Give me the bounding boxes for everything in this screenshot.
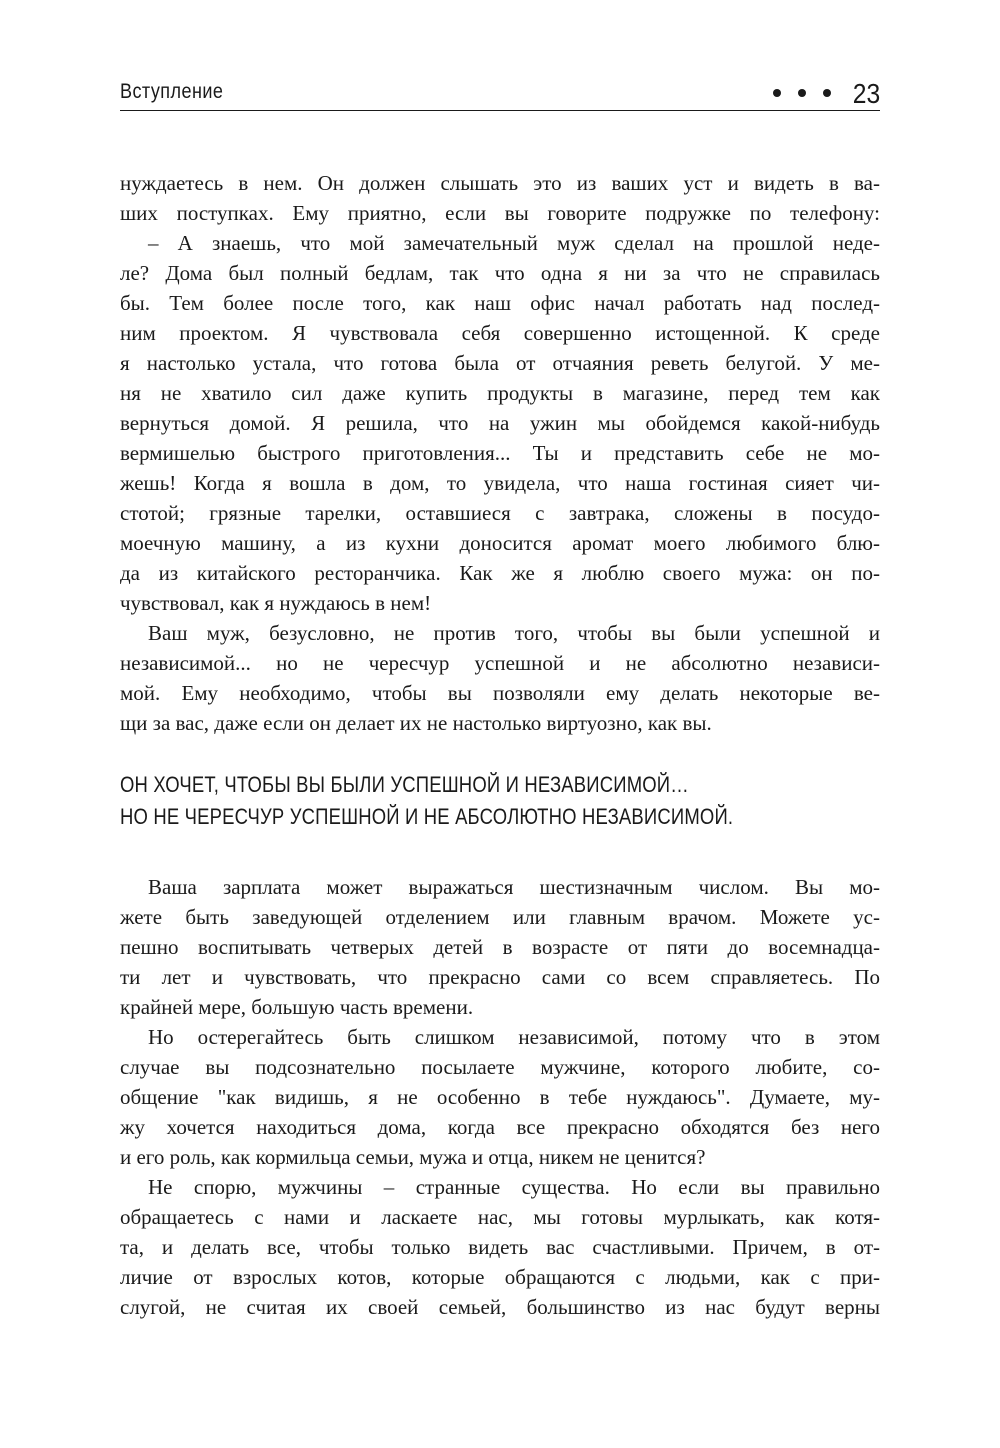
subheading-line: НО НЕ ЧЕРЕСЧУР УСПЕШНОЙ И НЕ АБСОЛЮТНО НЕЗАВИСИМОЙ. [120,804,734,829]
body-line: та, и делать все, чтобы только видеть вас счастливыми. Причем, в от- [120,1235,880,1259]
body-line: слугой, не считая их своей семьей, большинство из нас будут верны [120,1295,880,1319]
body-line: случае вы подсознательно посылаете мужчине, которого любите, со- [120,1055,880,1079]
body-line: жете быть заведующей отделением или главным врачом. Можете ус- [120,905,880,929]
body-line: обращаетесь с нами и ласкаете нас, мы готовы мурлыкать, как котя- [120,1205,880,1229]
body-line: пешно воспитывать четверых детей в возрасте от пяти до восемнадца- [120,935,880,959]
section-title: Вступление [120,80,224,103]
body-line: ти лет и чувствовать, что прекрасно сами со всем справляетесь. По [120,965,880,989]
body-line: жу хочется находиться дома, когда все прекрасно обходятся без него [120,1115,880,1139]
body-line: я настолько устала, что готова была от отчаяния реветь белугой. У ме- [120,351,880,375]
dot-icon [823,89,831,97]
body-line: вермишелью быстрого приготовления... Ты и представить себе не мо- [120,441,880,465]
body-line: мой. Ему необходимо, чтобы вы позволяли ему делать некоторые ве- [120,681,880,705]
body-line: стотой; грязные тарелки, оставшиеся с завтрака, сложены в посудо- [120,501,880,525]
body-line: Не спорю, мужчины – странные существа. Но если вы правильно [148,1175,880,1199]
body-line: вернуться домой. Я решила, что на ужин мы обойдемся какой-нибудь [120,411,880,435]
body-line: ня не хватило сил даже купить продукты в магазине, перед тем как [120,381,880,405]
dot-icon [773,89,781,97]
body-line: жешь! Когда я вошла в дом, то увидела, что наша гостиная сияет чи- [120,471,880,495]
body-line: да из китайского ресторанчика. Как же я люблю своего мужа: он по- [120,561,880,585]
body-line: – А знаешь, что мой замечательный муж сделал на прошлой неде- [148,231,880,255]
body-line: личие от взрослых котов, которые обращаются с людьми, как с при- [120,1265,880,1289]
body-line: нуждаетесь в нем. Он должен слышать это из ваших уст и видеть в ва- [120,171,880,195]
dot-icon [798,89,806,97]
page-marker [773,80,880,108]
body-line: ших поступках. Ему приятно, если вы говорите подружке по телефону: [120,201,880,225]
body-line: общение "как видишь, я не особенно в тебе нуждаюсь". Думаете, му- [120,1085,880,1109]
body-line: бы. Тем более после того, как наш офис начал работать над послед- [120,291,880,315]
page-number: 23 [852,78,880,109]
subheading-line: ОН ХОЧЕТ, ЧТОБЫ ВЫ БЫЛИ УСПЕШНОЙ И НЕЗАВИСИМОЙ… [120,772,689,797]
body-line: Ваш муж, безусловно, не против того, чтобы вы были успешной и [148,621,880,645]
body-line: и его роль, как кормильца семьи, мужа и отца, никем не ценится? [120,1145,706,1169]
body-line: крайней мере, большую часть времени. [120,995,474,1019]
body-line: ле? Дома был полный бедлам, так что одна я ни за что не справилась [120,261,880,285]
body-line: ним проектом. Я чувствовала себя совершенно истощенной. К среде [120,321,880,345]
body-line: моечную машину, а из кухни доносится аромат моего любимого блю- [120,531,880,555]
body-line: независимой... но не чересчур успешной и не абсолютно независи- [120,651,880,675]
running-header [120,78,880,111]
decorative-dots [773,89,831,97]
body-line: щи за вас, даже если он делает их не настолько виртуозно, как вы. [120,711,712,735]
body-line: Но остерегайтесь быть слишком независимой, потому что в этом [148,1025,880,1049]
body-line: чувствовал, как я нуждаюсь в нем! [120,591,432,615]
body-line: Ваша зарплата может выражаться шестизначным числом. Вы мо- [148,875,880,899]
